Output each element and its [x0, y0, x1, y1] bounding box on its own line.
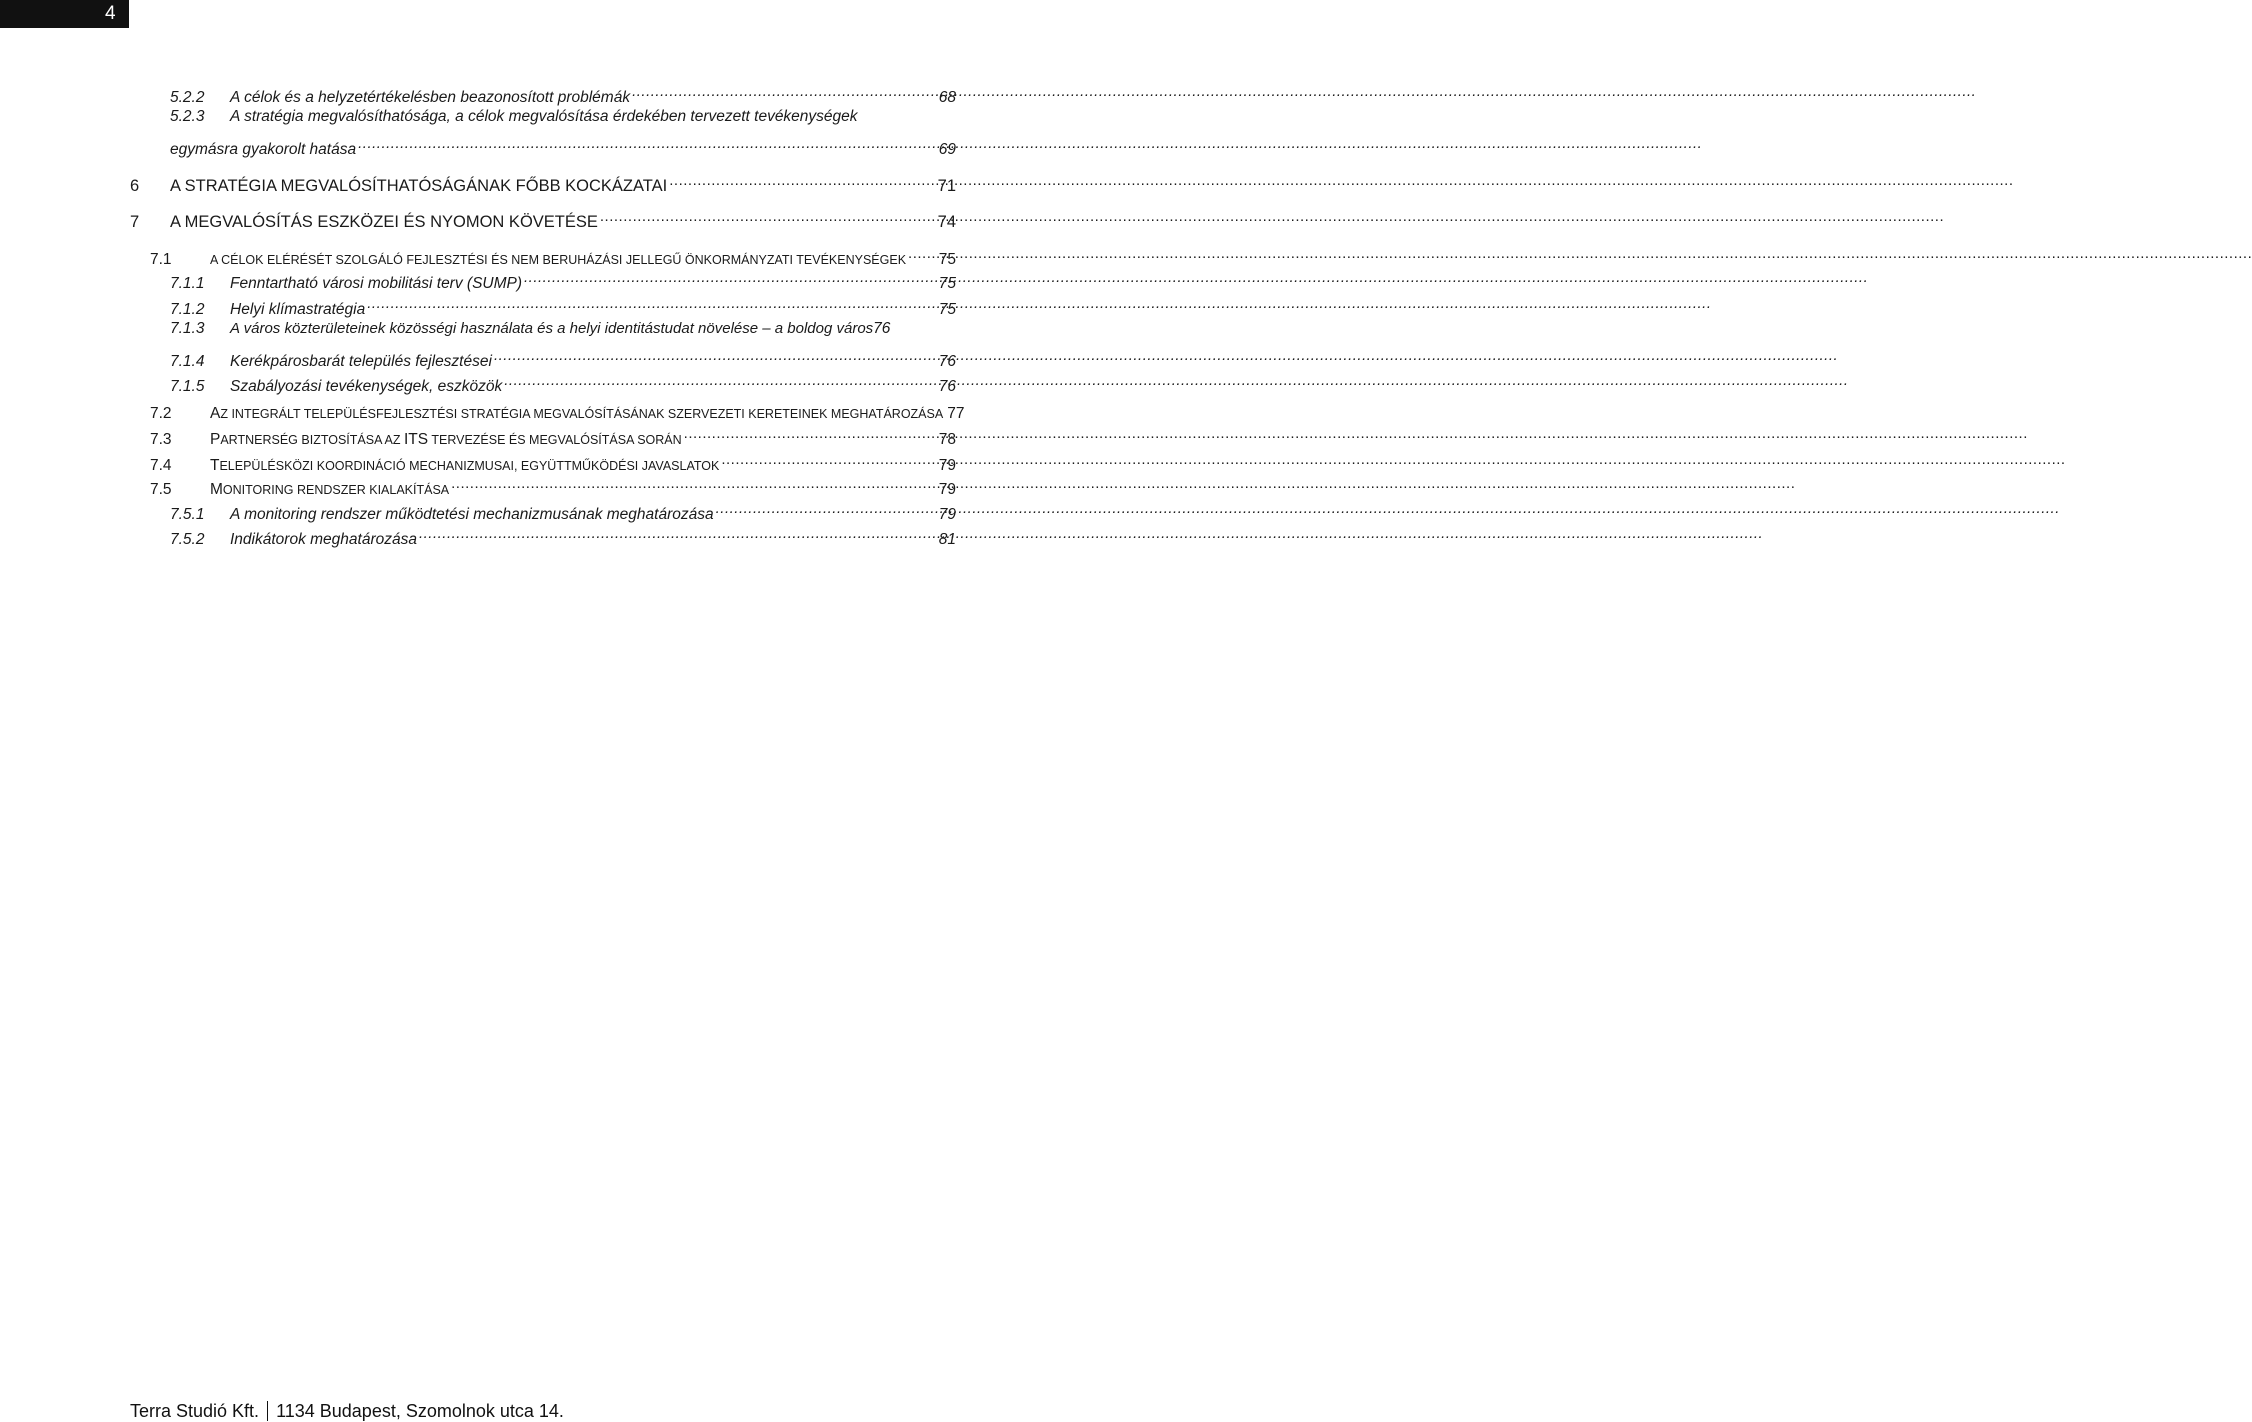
toc-number: 5.2.3: [170, 108, 205, 125]
toc-number: 7.1: [150, 251, 172, 268]
toc-title-rest2: TERVEZÉSE ÉS MEGVALÓSÍTÁSA SORÁN: [428, 433, 682, 447]
toc-title: Indikátorok meghatározása: [230, 531, 417, 548]
toc-leader: [721, 448, 936, 470]
toc-title-line1: A stratégia megvalósíthatósága, a célok megvalósítása érdekében tervezett tevékenységek: [230, 108, 858, 125]
toc-title: Fenntartható városi mobilitási terv (SUMP): [230, 275, 523, 292]
toc-title-initial: P: [210, 431, 221, 448]
toc-entry-7-5-2[interactable]: [170, 522, 956, 551]
footer-separator: [267, 1401, 268, 1421]
toc-number: 7.5.2: [170, 531, 205, 548]
toc-leader: [451, 472, 937, 494]
footer-company: Terra Studió Kft.: [130, 1401, 260, 1421]
footer-address: 1134 Budapest, Szomolnok utca 14.: [276, 1401, 564, 1421]
toc-title-rest: Z INTEGRÁLT TELEPÜLÉSFEJLESZTÉSI STRATÉGIA MEGVALÓSÍTÁSÁNAK SZERVEZETI KERETEINEK MEGHATÁROZÁSA: [220, 407, 944, 421]
toc-page: 69: [938, 141, 956, 158]
toc-number: 7.4: [150, 457, 172, 474]
toc-leader: [367, 292, 937, 314]
toc-number: 7: [130, 213, 140, 231]
toc-leader: [600, 205, 936, 227]
toc-title: A STRATÉGIA MEGVALÓSÍTHATÓSÁGÁNAK FŐBB KOCKÁZATAI: [170, 177, 668, 195]
toc-title-line2: egymásra gyakorolt hatása: [170, 141, 357, 158]
toc-page: 79: [938, 506, 956, 523]
page-footer: [130, 1400, 564, 1422]
toc-leader: [632, 80, 937, 102]
toc-page: 74: [937, 213, 956, 231]
toc-entry-6[interactable]: [130, 169, 956, 197]
toc-title: A CÉLOK ELÉRÉSÉT SZOLGÁLÓ FEJLESZTÉSI ÉS NEM BERUHÁZÁSI JELLEGŰ ÖNKORMÁNYZATI TEVÉKENYSÉGEK: [210, 253, 907, 267]
toc-number: 7.5.1: [170, 506, 205, 523]
toc-page: 78: [938, 431, 956, 448]
toc-number: 7.1.4: [170, 353, 205, 370]
toc-number: 7.1.3: [170, 320, 205, 337]
toc-number: 7.5: [150, 481, 172, 498]
toc-entry-7-2[interactable]: [150, 396, 965, 425]
toc-title-rest: ONITORING RENDSZER KIALAKÍTÁSA: [222, 483, 450, 497]
toc-leader: [716, 497, 937, 519]
toc-leader: [419, 522, 937, 544]
toc-entry-7-1-5[interactable]: [170, 369, 956, 398]
toc-leader: [358, 132, 937, 154]
toc-title-rest: ELEPÜLÉSKÖZI KOORDINÁCIÓ MECHANIZMUSAI, EGYÜTTMŰKÖDÉSI JAVASLATOK: [219, 459, 720, 473]
toc-title-its: ITS: [403, 431, 429, 448]
toc-leader: [684, 422, 937, 444]
toc-number: 7.1.2: [170, 301, 205, 318]
toc-leader: [494, 344, 937, 366]
toc-title-initial: A: [210, 405, 221, 422]
page-number: 4: [105, 3, 116, 24]
toc-title: A célok és a helyzetértékelésben beazonosított problémák: [230, 89, 631, 106]
page-number-badge: [0, 0, 129, 28]
toc-page: 75: [938, 251, 956, 268]
toc-title: A monitoring rendszer működtetési mechanizmusának meghatározása: [230, 506, 714, 523]
toc-entry-5-2-3-cont[interactable]: [170, 132, 956, 161]
toc-title: Kerékpárosbarát település fejlesztései: [230, 353, 492, 370]
toc-entry-5-2-2[interactable]: [170, 80, 956, 109]
toc-title-rest: ARTNERSÉG BIZTOSÍTÁSA AZ: [220, 433, 404, 447]
toc-page: 71: [937, 177, 956, 195]
toc-page: 76: [938, 378, 956, 395]
toc-title: A város közterületeinek közösségi használata és a helyi identitástudat növelése – a boldog város: [230, 320, 874, 337]
toc-leader: [504, 369, 936, 391]
toc-page: 79: [938, 457, 956, 474]
toc-entry-7-3[interactable]: [150, 422, 956, 451]
toc-title-initial: M: [210, 481, 223, 498]
toc-number: 7.2: [150, 405, 172, 422]
toc-number: 7.3: [150, 431, 172, 448]
toc-page: 76: [938, 353, 956, 370]
toc-page: 75: [938, 275, 956, 292]
toc-number: 7.1.1: [170, 275, 205, 292]
toc-number: 7.1.5: [170, 378, 205, 395]
toc-number: 5.2.2: [170, 89, 205, 106]
toc-page: 77: [947, 405, 965, 422]
toc-leader: [669, 169, 935, 191]
toc-leader: [908, 242, 937, 264]
toc-title: Szabályozási tevékenységek, eszközök: [230, 378, 503, 395]
toc-entry-7-1-1[interactable]: [170, 266, 956, 295]
toc-entry-5-2-3[interactable]: [170, 106, 956, 128]
toc-page: 81: [938, 531, 956, 548]
toc-entry-7-1-2[interactable]: [170, 292, 956, 321]
toc-page: 79: [938, 481, 956, 498]
toc-title: A MEGVALÓSÍTÁS ESZKÖZEI ÉS NYOMON KÖVETÉSE: [170, 213, 598, 231]
toc-page: 76: [873, 320, 891, 337]
toc-title: Helyi klímastratégia: [230, 301, 366, 318]
toc-page: 68: [938, 89, 956, 106]
toc-title-initial: T: [210, 457, 220, 474]
toc-entry-7-1-3[interactable]: [170, 318, 956, 340]
toc-page: 75: [938, 301, 956, 318]
toc-entry-7[interactable]: [130, 205, 956, 233]
toc-leader: [524, 266, 937, 288]
toc-number: 6: [130, 177, 140, 195]
